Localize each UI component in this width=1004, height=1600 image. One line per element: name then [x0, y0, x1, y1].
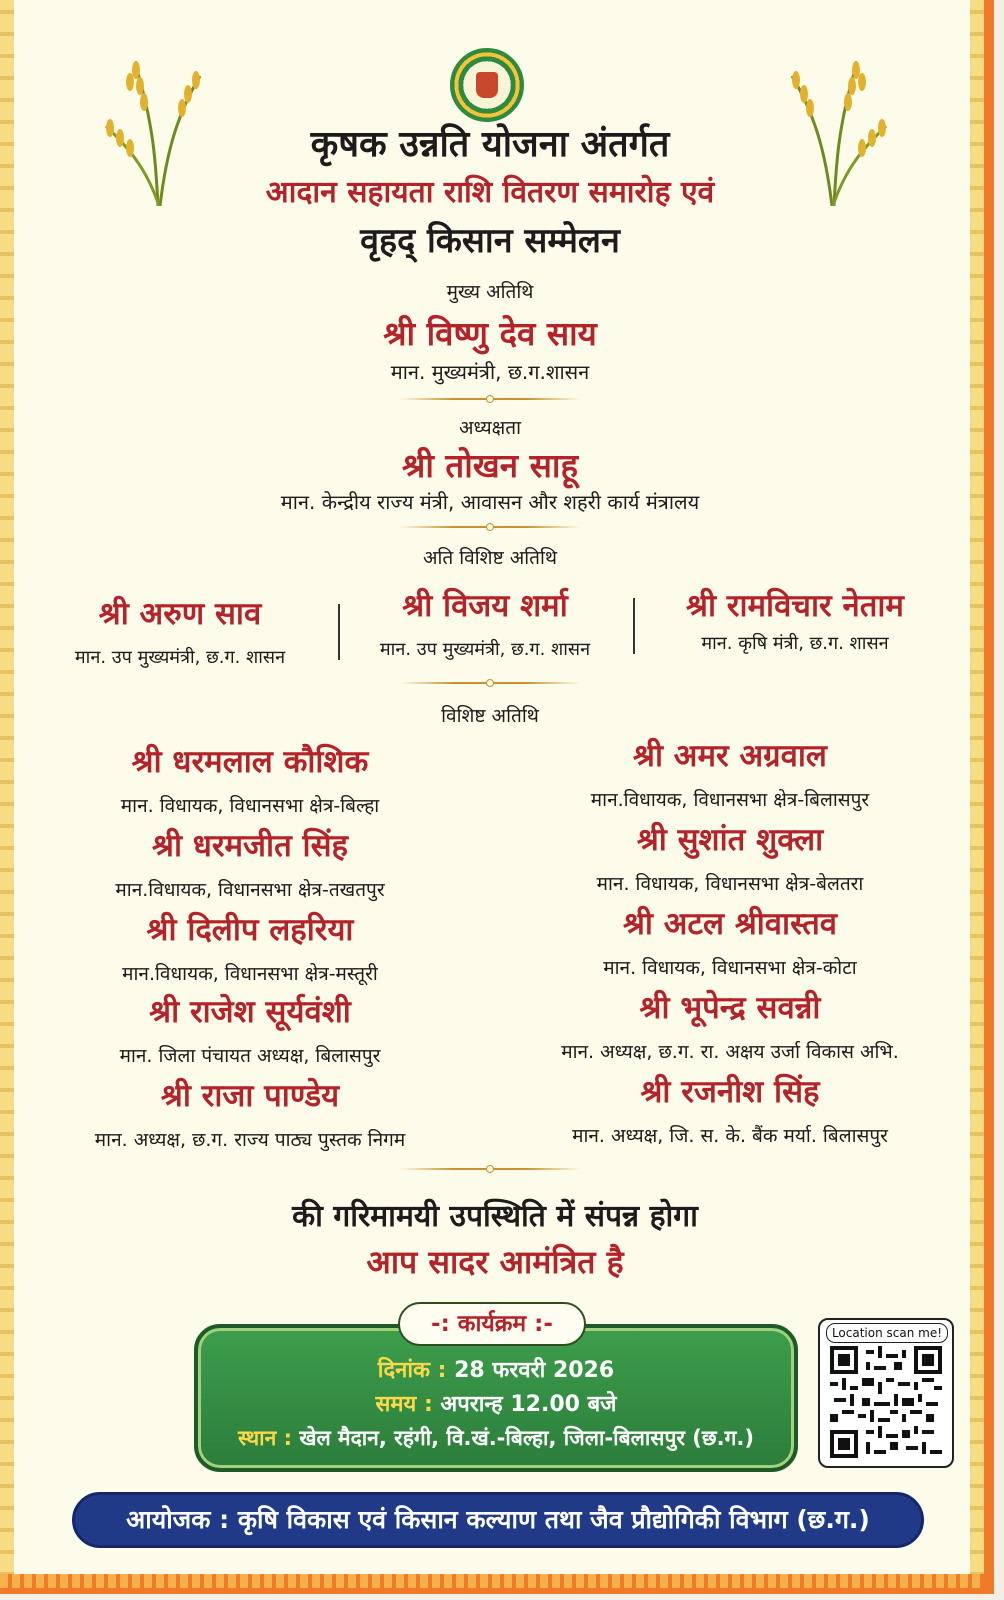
state-emblem-icon — [450, 48, 524, 122]
emblem-center — [476, 72, 498, 98]
special-guest-name: श्री रजनीश सिंह — [640, 1074, 820, 1110]
chief-guest-heading: मुख्य अतिथि — [446, 281, 534, 303]
qr-code-icon[interactable] — [830, 1346, 942, 1458]
divider — [400, 682, 580, 684]
special-guest-role: मान.विधायक, विधानसभा क्षेत्र-तखतपुर — [115, 879, 385, 901]
special-heading: विशिष्ट अतिथि — [441, 705, 539, 727]
special-guest-name: श्री भूपेन्द्र सवन्नी — [639, 990, 821, 1026]
special-guest-role: मान. अध्यक्ष, छ.ग. राज्य पाठ्य पुस्तक निगम — [94, 1129, 406, 1151]
special-guest-role: मान. जिला पंचायत अध्यक्ष, बिलासपुर — [119, 1045, 381, 1067]
program-venue-key: स्थान : — [238, 1426, 292, 1450]
presiding-name: श्री तोखन साहू — [402, 446, 578, 485]
vvip-guest-name: श्री विजय शर्मा — [402, 588, 568, 624]
program-time-value: अपरान्ह 12.00 बजे — [440, 1392, 617, 1417]
vvip-guest-name: श्री रामविचार नेताम — [686, 588, 904, 624]
program-title: -: कार्यक्रम :- — [398, 1302, 586, 1346]
closing-line1: की गरिमामयी उपस्थिति में संपन्न होगा — [292, 1199, 698, 1234]
special-guest-name: श्री सुशांत शुक्ला — [636, 822, 824, 858]
left-decorative-border — [0, 0, 14, 1588]
column-separator — [633, 598, 635, 654]
divider — [400, 1168, 580, 1170]
program-details-box — [194, 1324, 798, 1472]
presiding-heading: अध्यक्षता — [458, 417, 522, 439]
special-guest-name: श्री राजेश सूर्यवंशी — [149, 994, 351, 1030]
divider — [400, 526, 580, 528]
vvip-guest-role: मान. कृषि मंत्री, छ.ग. शासन — [701, 633, 889, 654]
chief-guest-role: मान. मुख्यमंत्री, छ.ग.शासन — [390, 360, 590, 384]
header-line3: वृहद् किसान सम्मेलन — [360, 221, 620, 261]
special-guest-role: मान. अध्यक्ष, जि. स. के. बैंक मर्या. बिलासपुर — [572, 1125, 888, 1147]
special-guest-role: मान. विधायक, विधानसभा क्षेत्र-बिल्हा — [120, 795, 380, 817]
vvip-guest-name: श्री अरुण साव — [98, 596, 262, 632]
header-line1: कृषक उन्नति योजना अंतर्गत — [310, 124, 670, 165]
special-guest-name: श्री दिलीप लहरिया — [146, 912, 354, 948]
qr-label: Location scan me! — [826, 1323, 948, 1343]
presiding-role: मान. केन्द्रीय राज्य मंत्री, आवासन और शहरी कार्य मंत्रालय — [280, 490, 700, 514]
special-guest-role: मान. विधायक, विधानसभा क्षेत्र-बेलतरा — [596, 873, 864, 895]
divider — [400, 398, 580, 400]
special-guest-name: श्री धरमलाल कौशिक — [131, 744, 369, 780]
special-guest-role: मान.विधायक, विधानसभा क्षेत्र-मस्तूरी — [122, 963, 378, 985]
bottom-decorative-border — [0, 1574, 984, 1588]
program-date-line — [198, 1354, 794, 1384]
program-date-value: 28 फरवरी 2026 — [454, 1358, 615, 1383]
closing-line2: आप सादर आमंत्रित है — [366, 1243, 624, 1281]
program-time-key: समय : — [375, 1392, 433, 1417]
special-guest-role: मान. विधायक, विधानसभा क्षेत्र-कोटा — [603, 957, 857, 979]
special-guest-name: श्री राजा पाण्डेय — [160, 1078, 340, 1114]
vvip-heading: अति विशिष्ट अतिथि — [422, 547, 558, 569]
program-venue-line — [198, 1424, 794, 1452]
program-venue-value: खेल मैदान, रहंगी, वि.खं.-बिल्हा, जिला-बिलासपुर (छ.ग.) — [299, 1426, 754, 1450]
special-guest-name: श्री अमर अग्रवाल — [633, 738, 827, 774]
vvip-guest-role: मान. उप मुख्यमंत्री, छ.ग. शासन — [74, 647, 286, 668]
special-guest-role: मान. अध्यक्ष, छ.ग. रा. अक्षय उर्जा विकास अभि. — [561, 1041, 899, 1063]
right-decorative-border — [970, 0, 984, 1588]
special-guest-name: श्री धरमजीत सिंह — [152, 828, 348, 864]
vvip-guest-role: मान. उप मुख्यमंत्री, छ.ग. शासन — [379, 639, 591, 660]
qr-code-card[interactable] — [818, 1318, 954, 1468]
special-guest-name: श्री अटल श्रीवास्तव — [622, 906, 838, 942]
header-line2: आदान सहायता राशि वितरण समारोह एवं — [265, 175, 715, 210]
organizer-footer: आयोजक : कृषि विकास एवं किसान कल्याण तथा जैव प्रौद्योगिकी विभाग (छ.ग.) — [72, 1492, 924, 1548]
program-date-key: दिनांक : — [377, 1358, 447, 1383]
chief-guest-name: श्री विष्णु देव साय — [383, 314, 597, 353]
special-guest-role: मान.विधायक, विधानसभा क्षेत्र-बिलासपुर — [590, 789, 870, 811]
program-time-line — [198, 1388, 794, 1418]
